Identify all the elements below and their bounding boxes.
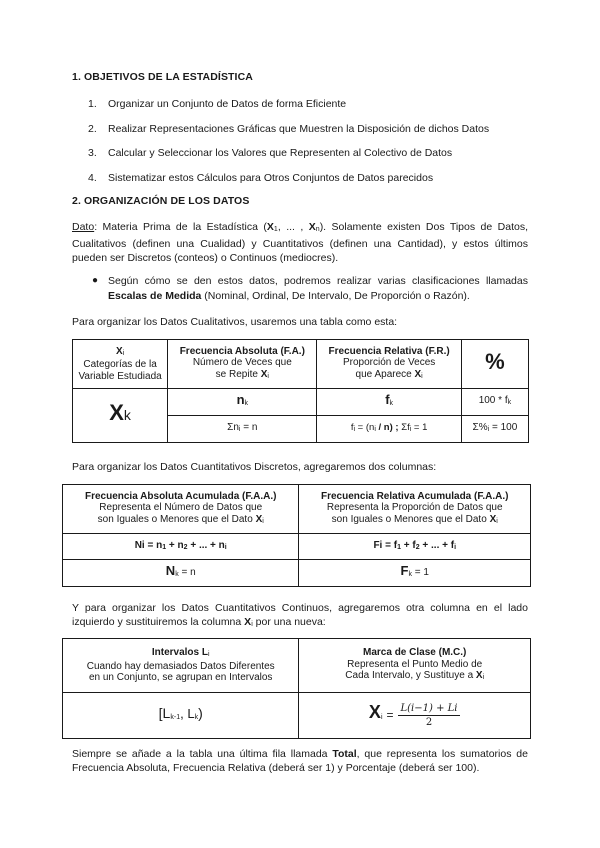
header-faa: Frecuencia Absoluta Acumulada (F.A.A.) Representa el Número de Datos que son Iguales o Menores que el Dato $X_i$: [63, 485, 299, 534]
header-frecuencia-absoluta: Frecuencia Absoluta (F.A.) Número de Veces que se Repite $X_i$: [168, 340, 317, 389]
header-intervalos: Intervalos $L_i$ Cuando hay demasiados Datos Diferentes en un Conjunto, se agrupan en Intervalos: [63, 639, 299, 693]
table-discretos: [62, 484, 531, 587]
list-item: 3. Calcular y Seleccionar los Valores que Representen al Colectivo de Datos: [88, 147, 453, 160]
header-percent: %: [461, 340, 528, 389]
cell-fi-formula: $f_i = (n_i / n)$ ; $\Sigma f_i = 1$: [317, 416, 461, 443]
table-continuos: [62, 638, 531, 739]
cell-fi-acum-formula: $Fi = f_1 + f_2$ + ... + $f_i$: [299, 534, 531, 560]
fraction-denominator: 2: [425, 717, 433, 728]
cell-sum-pct: $\Sigma\%_i = 100$: [461, 416, 528, 443]
cell-pct: $100 * f_k$: [461, 389, 528, 416]
intro-discretos: Para organizar los Datos Cuantitativos Discretos, agregaremos dos columnas:: [72, 461, 437, 473]
list-item: 4. Sistematizar estos Cálculos para Otros Conjuntos de Datos parecidos: [88, 172, 434, 185]
section-2-heading: 2. ORGANIZACIÓN DE LOS DATOS: [72, 195, 250, 207]
table-cualitativos: [72, 339, 529, 443]
cell-fk: $f_k$: [317, 389, 461, 416]
bullet-escalas: ● Según cómo se den estos datos, podremos realizar varias clasificaciones llamadas Escalas de Medida (Nominal, Ordinal, De Intervalo, De Proporción o Razón).: [92, 275, 528, 302]
list-item: 1. Organizar un Conjunto de Datos de forma Eficiente: [88, 98, 347, 110]
fraction-numerator: L(i−1) + Li: [398, 702, 461, 716]
dato-paragraph: Dato: Materia Prima de la Estadística ($X_1$, ... , $X_n$). Solamente existen Dos Tipos de Datos, Cualitativos (definen una Cualidad) y Cuantitativos (definen una Cantidad), y estos últimos pueden ser Discretos (conteos) o Continuos (mediocres).: [72, 221, 529, 264]
bullet-icon: ●: [92, 275, 99, 286]
closing-paragraph: Siempre se añade a la tabla una última fila llamada Total, que representa los sumatorios de Frecuencia Absoluta, Frecuencia Relativa (deberá ser 1) y Porcentaje (deberá ser 100).: [72, 748, 528, 774]
cell-ni-formula: $Ni = n_1 + n_2$ + ... + $n_i$: [63, 534, 299, 560]
intro-cualitativos: Para organizar los Datos Cualitativos, usaremos una tabla como esta:: [72, 316, 398, 328]
header-fra: Frecuencia Relativa Acumulada (F.A.A.) Representa la Proporción de Datos que son Iguales o Menores que el Dato $X_i$: [299, 485, 531, 534]
header-marca-clase: Marca de Clase (M.C.) Representa el Punto Medio de Cada Intervalo, y Sustituye a $X_i$: [299, 639, 531, 693]
objectives-list: [88, 97, 489, 196]
cell-nk: $n_k$: [168, 389, 317, 416]
header-xi: $X_i$ Categorías de la Variable Estudiada: [73, 340, 168, 389]
cell-sum-n: $\Sigma n_i = n$: [168, 416, 317, 443]
cell-fk-total: $F_k = 1$: [299, 560, 531, 587]
header-frecuencia-relativa: Frecuencia Relativa (F.R.) Proporción de Veces que Aparece $X_i$: [317, 340, 461, 389]
cell-xk: Xk: [73, 389, 168, 443]
cell-marca-formula: $X_i$ = $\frac{L(i-1) + Li}{2}$: [299, 693, 531, 739]
cell-interval: [$L_{k-1}$, $L_k$): [63, 693, 299, 739]
intro-continuos: Y para organizar los Datos Cuantitativos Continuos, agregaremos otra columna en el lado izquierdo y sustituiremos la columna $X_i$ por una nueva:: [72, 602, 528, 628]
list-item: 2. Realizar Representaciones Gráficas que Muestren la Disposición de dichos Datos: [88, 122, 490, 135]
cell-nk-total: $N_k = n$: [63, 560, 299, 587]
section-1-heading: 1. OBJETIVOS DE LA ESTADÍSTICA: [72, 71, 253, 83]
